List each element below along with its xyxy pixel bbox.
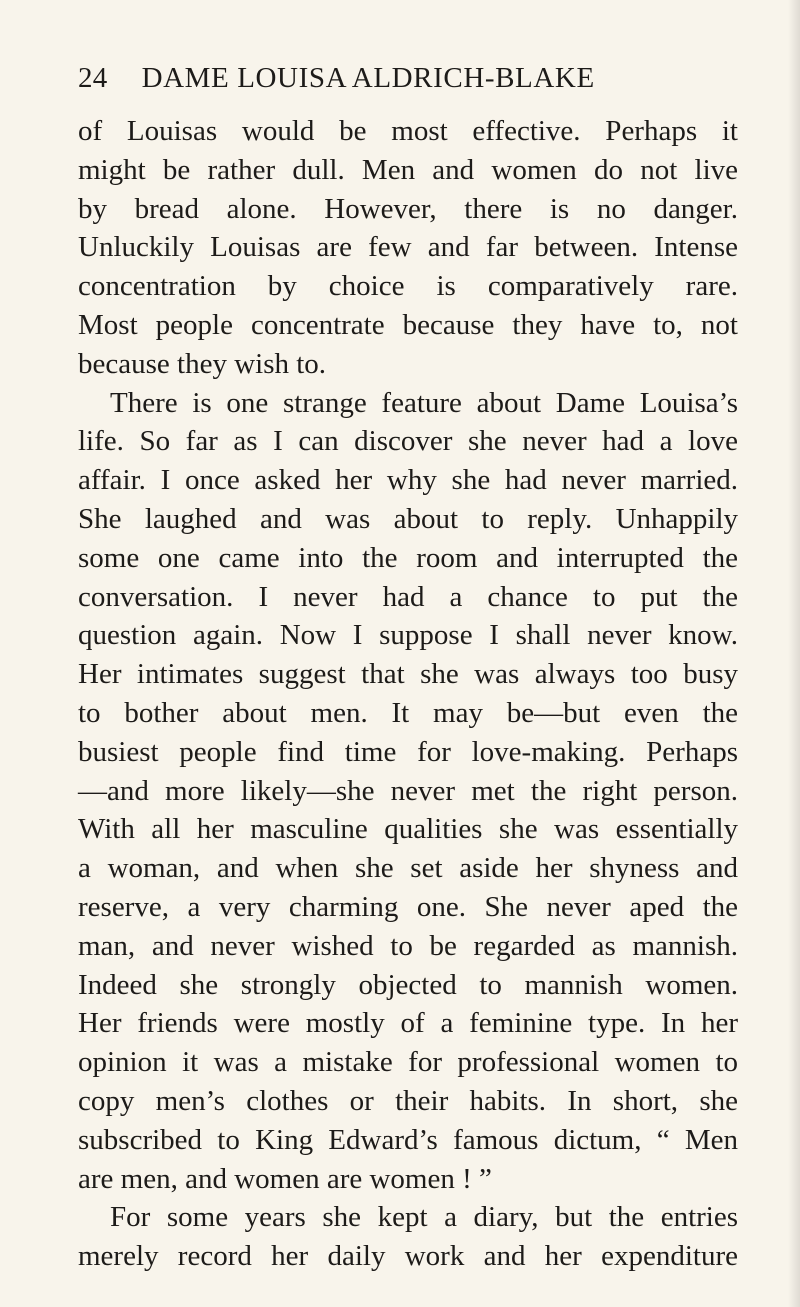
text-line: With all her masculine qualities she was essentially bbox=[78, 813, 738, 846]
text-line: might be rather dull. Men and women do not live bbox=[78, 153, 738, 186]
text-line: copy men’s clothes or their habits. In short, she bbox=[78, 1084, 738, 1117]
text-line: conversation. I never had a chance to put the bbox=[78, 580, 738, 613]
text-line: Indeed she strongly objected to mannish women. bbox=[78, 968, 738, 1001]
text-line: of Louisas would be most effective. Perhaps it bbox=[78, 115, 738, 147]
text-line: some one came into the room and interrupted the bbox=[78, 541, 738, 574]
text-line: reserve, a very charming one. She never aped the bbox=[78, 890, 738, 923]
text-line: life. So far as I can discover she never had a love bbox=[78, 425, 738, 458]
text-line: affair. I once asked her why she had never married. bbox=[78, 464, 738, 497]
text-line: Most people concentrate because they have to, not bbox=[78, 308, 738, 341]
text-line: to bother about men. It may be—but even the bbox=[78, 696, 738, 729]
text-line: merely record her daily work and her expenditure bbox=[78, 1240, 738, 1273]
text-line: a woman, and when she set aside her shyness and bbox=[78, 852, 738, 885]
running-title: DAME LOUISA ALDRICH-BLAKE bbox=[141, 62, 595, 94]
text-line: busiest people find time for love-making. Perhaps bbox=[78, 735, 738, 768]
body-text bbox=[78, 112, 738, 1276]
text-line: —and more likely—she never met the right person. bbox=[78, 774, 738, 807]
text-line: concentration by choice is comparatively rare. bbox=[78, 270, 738, 303]
text-line: There is one strange feature about Dame Louisa’s bbox=[110, 386, 738, 419]
text-line: by bread alone. However, there is no danger. bbox=[78, 192, 738, 225]
page-number: 24 bbox=[78, 62, 108, 94]
text-line: Unluckily Louisas are few and far between. Intense bbox=[78, 231, 738, 264]
text-line: opinion it was a mistake for professional women to bbox=[78, 1046, 738, 1079]
text-line: question again. Now I suppose I shall never know. bbox=[78, 619, 738, 652]
text-line: are men, and women are women ! ” bbox=[78, 1162, 492, 1195]
page-edge-shadow bbox=[788, 0, 800, 1307]
text-line: For some years she kept a diary, but the entries bbox=[110, 1201, 738, 1234]
text-line: Her friends were mostly of a feminine type. In her bbox=[78, 1007, 738, 1040]
text-line: because they wish to. bbox=[78, 347, 327, 380]
text-line: Her intimates suggest that she was always too busy bbox=[78, 658, 738, 691]
text-line: subscribed to King Edward’s famous dictum, “ Men bbox=[78, 1123, 738, 1156]
running-header bbox=[78, 62, 738, 100]
text-line: man, and never wished to be regarded as mannish. bbox=[78, 929, 738, 962]
text-line: She laughed and was about to reply. Unhappily bbox=[78, 502, 738, 535]
